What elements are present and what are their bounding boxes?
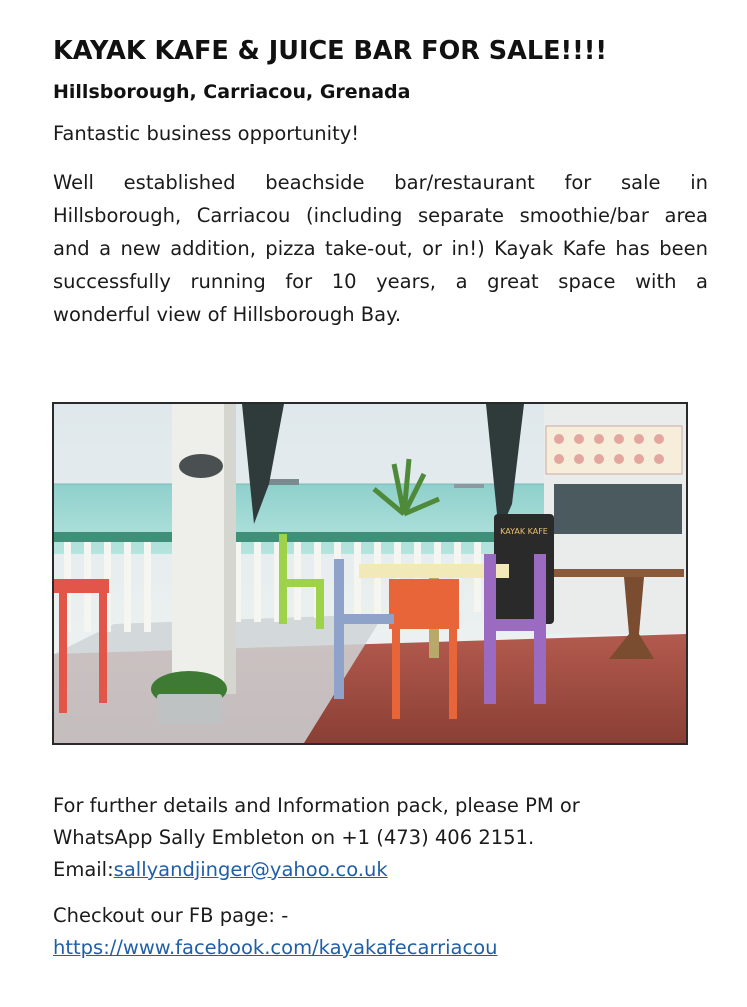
lead-sentence: Fantastic business opportunity! [53, 122, 360, 145]
description-paragraph [53, 166, 708, 331]
kitchen-window [554, 484, 682, 534]
description-line: Well established beachside bar/restaurant for sale in [53, 171, 708, 194]
cafe-photo-illustration [54, 404, 686, 743]
counter-top [554, 569, 684, 577]
contact-block [53, 790, 708, 886]
description-line: and a new addition, pizza take-out, or in!) Kayak Kafe has been [53, 237, 708, 260]
location-subtitle: Hillsborough, Carriacou, Grenada [53, 81, 411, 103]
facebook-label: Checkout our FB page: - [53, 904, 289, 927]
email-link[interactable]: sallyandjinger@yahoo.co.uk [113, 858, 388, 881]
menu-board [546, 426, 682, 474]
description-line: Hillsborough, Carriacou (including separate smoothie/bar area [53, 204, 708, 227]
facebook-link[interactable]: https://www.facebook.com/kayakafecarriacou [53, 936, 498, 959]
chalkboard-text: KAYAK KAFE [500, 527, 548, 536]
plant-pot [157, 694, 222, 724]
contact-line: WhatsApp Sally Embleton on +1 (473) 406 2151. [53, 826, 535, 849]
description-line: wonderful view of Hillsborough Bay. [53, 303, 402, 326]
contact-line: For further details and Information pack, please PM or [53, 794, 580, 817]
hanging-sign [179, 454, 223, 478]
railing-top [54, 532, 524, 542]
cafe-photo [52, 402, 688, 745]
description-line: successfully running for 10 years, a great space with a [53, 270, 708, 293]
flyer-title: KAYAK KAFE & JUICE BAR FOR SALE!!!! [53, 36, 608, 66]
porch-pillar [172, 404, 230, 694]
facebook-block [53, 900, 708, 964]
email-row [53, 854, 708, 886]
email-label: Email: [53, 858, 114, 881]
